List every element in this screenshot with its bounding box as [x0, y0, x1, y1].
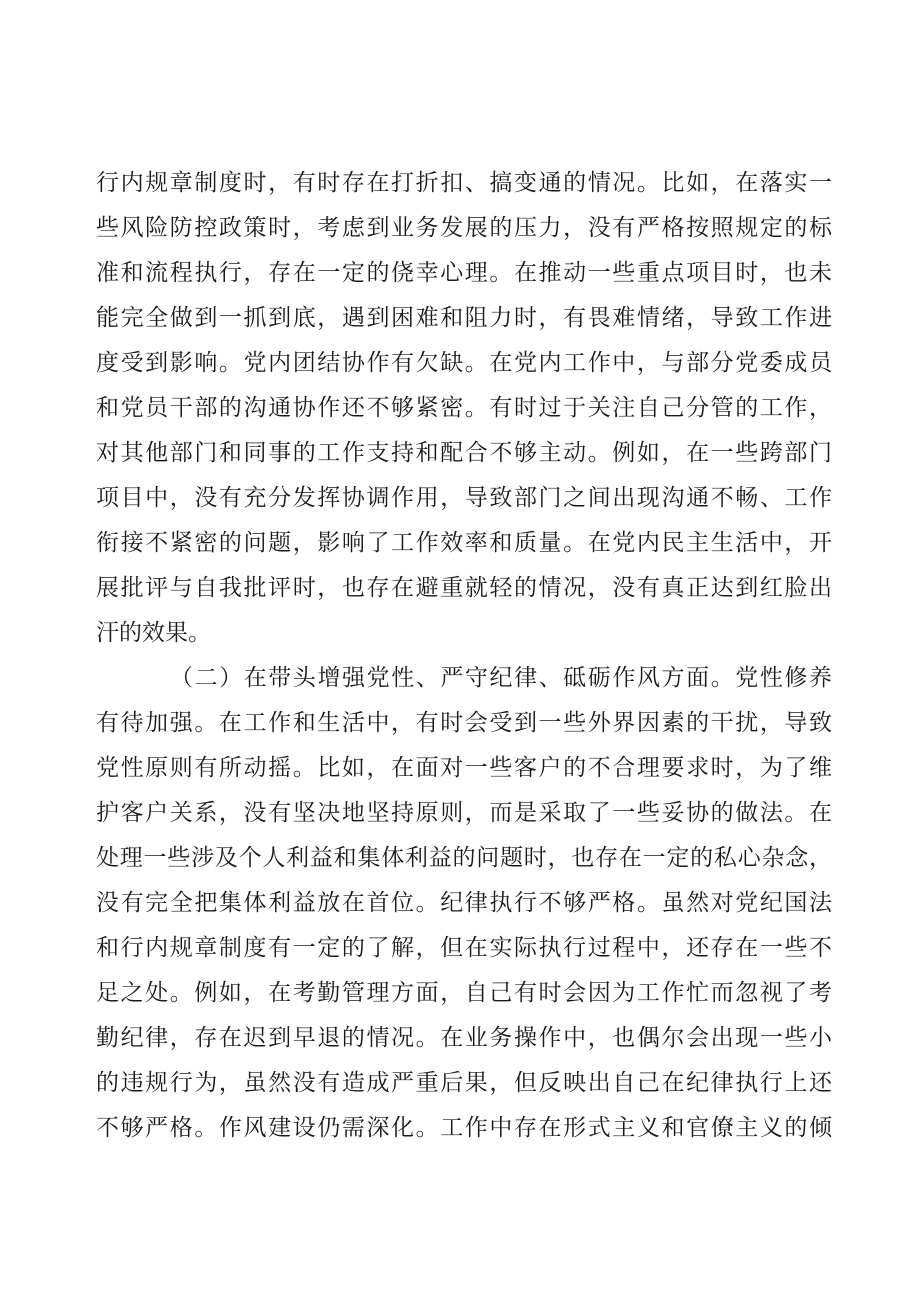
- text-line: 行内规章制度时，有时存在打折扣、搞变通的情况。比如，在落实一: [96, 170, 832, 196]
- text-line: 护客户关系，没有坚决地坚持原则，而是采取了一些妥协的做法。在: [96, 800, 832, 826]
- text-line: 度受到影响。党内团结协作有欠缺。在党内工作中，与部分党委成员: [96, 350, 832, 376]
- text-line: 的违规行为，虽然没有造成严重后果，但反映出自己在纪律执行上还: [96, 1070, 832, 1096]
- text-line: 没有完全把集体利益放在首位。纪律执行不够严格。虽然对党纪国法: [96, 890, 832, 916]
- text-line: 不够严格。作风建设仍需深化。工作中存在形式主义和官僚主义的倾: [96, 1115, 832, 1141]
- text-line: 党性原则有所动摇。比如，在面对一些客户的不合理要求时，为了维: [96, 755, 832, 781]
- section-heading-line: （二）在带头增强党性、严守纪律、砥砺作风方面。党性修养: [170, 665, 832, 691]
- text-line: 勤纪律，存在迟到早退的情况。在业务操作中，也偶尔会出现一些小: [96, 1025, 832, 1051]
- text-line: 汗的效果。: [96, 620, 211, 646]
- text-line: 准和流程执行，存在一定的侥幸心理。在推动一些重点项目时，也未: [96, 260, 832, 286]
- text-line: 有待加强。在工作和生活中，有时会受到一些外界因素的干扰，导致: [96, 710, 832, 736]
- text-line: 项目中，没有充分发挥协调作用，导致部门之间出现沟通不畅、工作: [96, 485, 832, 511]
- text-line: 对其他部门和同事的工作支持和配合不够主动。例如，在一些跨部门: [96, 440, 832, 466]
- text-line: 和行内规章制度有一定的了解，但在实际执行过程中，还存在一些不: [96, 935, 832, 961]
- text-line: 展批评与自我批评时，也存在避重就轻的情况，没有真正达到红脸出: [96, 575, 832, 601]
- text-line: 些风险防控政策时，考虑到业务发展的压力，没有严格按照规定的标: [96, 215, 832, 241]
- text-line: 和党员干部的沟通协作还不够紧密。有时过于关注自己分管的工作，: [96, 395, 832, 421]
- text-line: 足之处。例如，在考勤管理方面，自己有时会因为工作忙而忽视了考: [96, 980, 832, 1006]
- text-line: 处理一些涉及个人利益和集体利益的问题时，也存在一定的私心杂念，: [96, 845, 832, 871]
- text-line: 能完全做到一抓到底，遇到困难和阻力时，有畏难情绪，导致工作进: [96, 305, 832, 331]
- text-line: 衔接不紧密的问题，影响了工作效率和质量。在党内民主生活中，开: [96, 530, 832, 556]
